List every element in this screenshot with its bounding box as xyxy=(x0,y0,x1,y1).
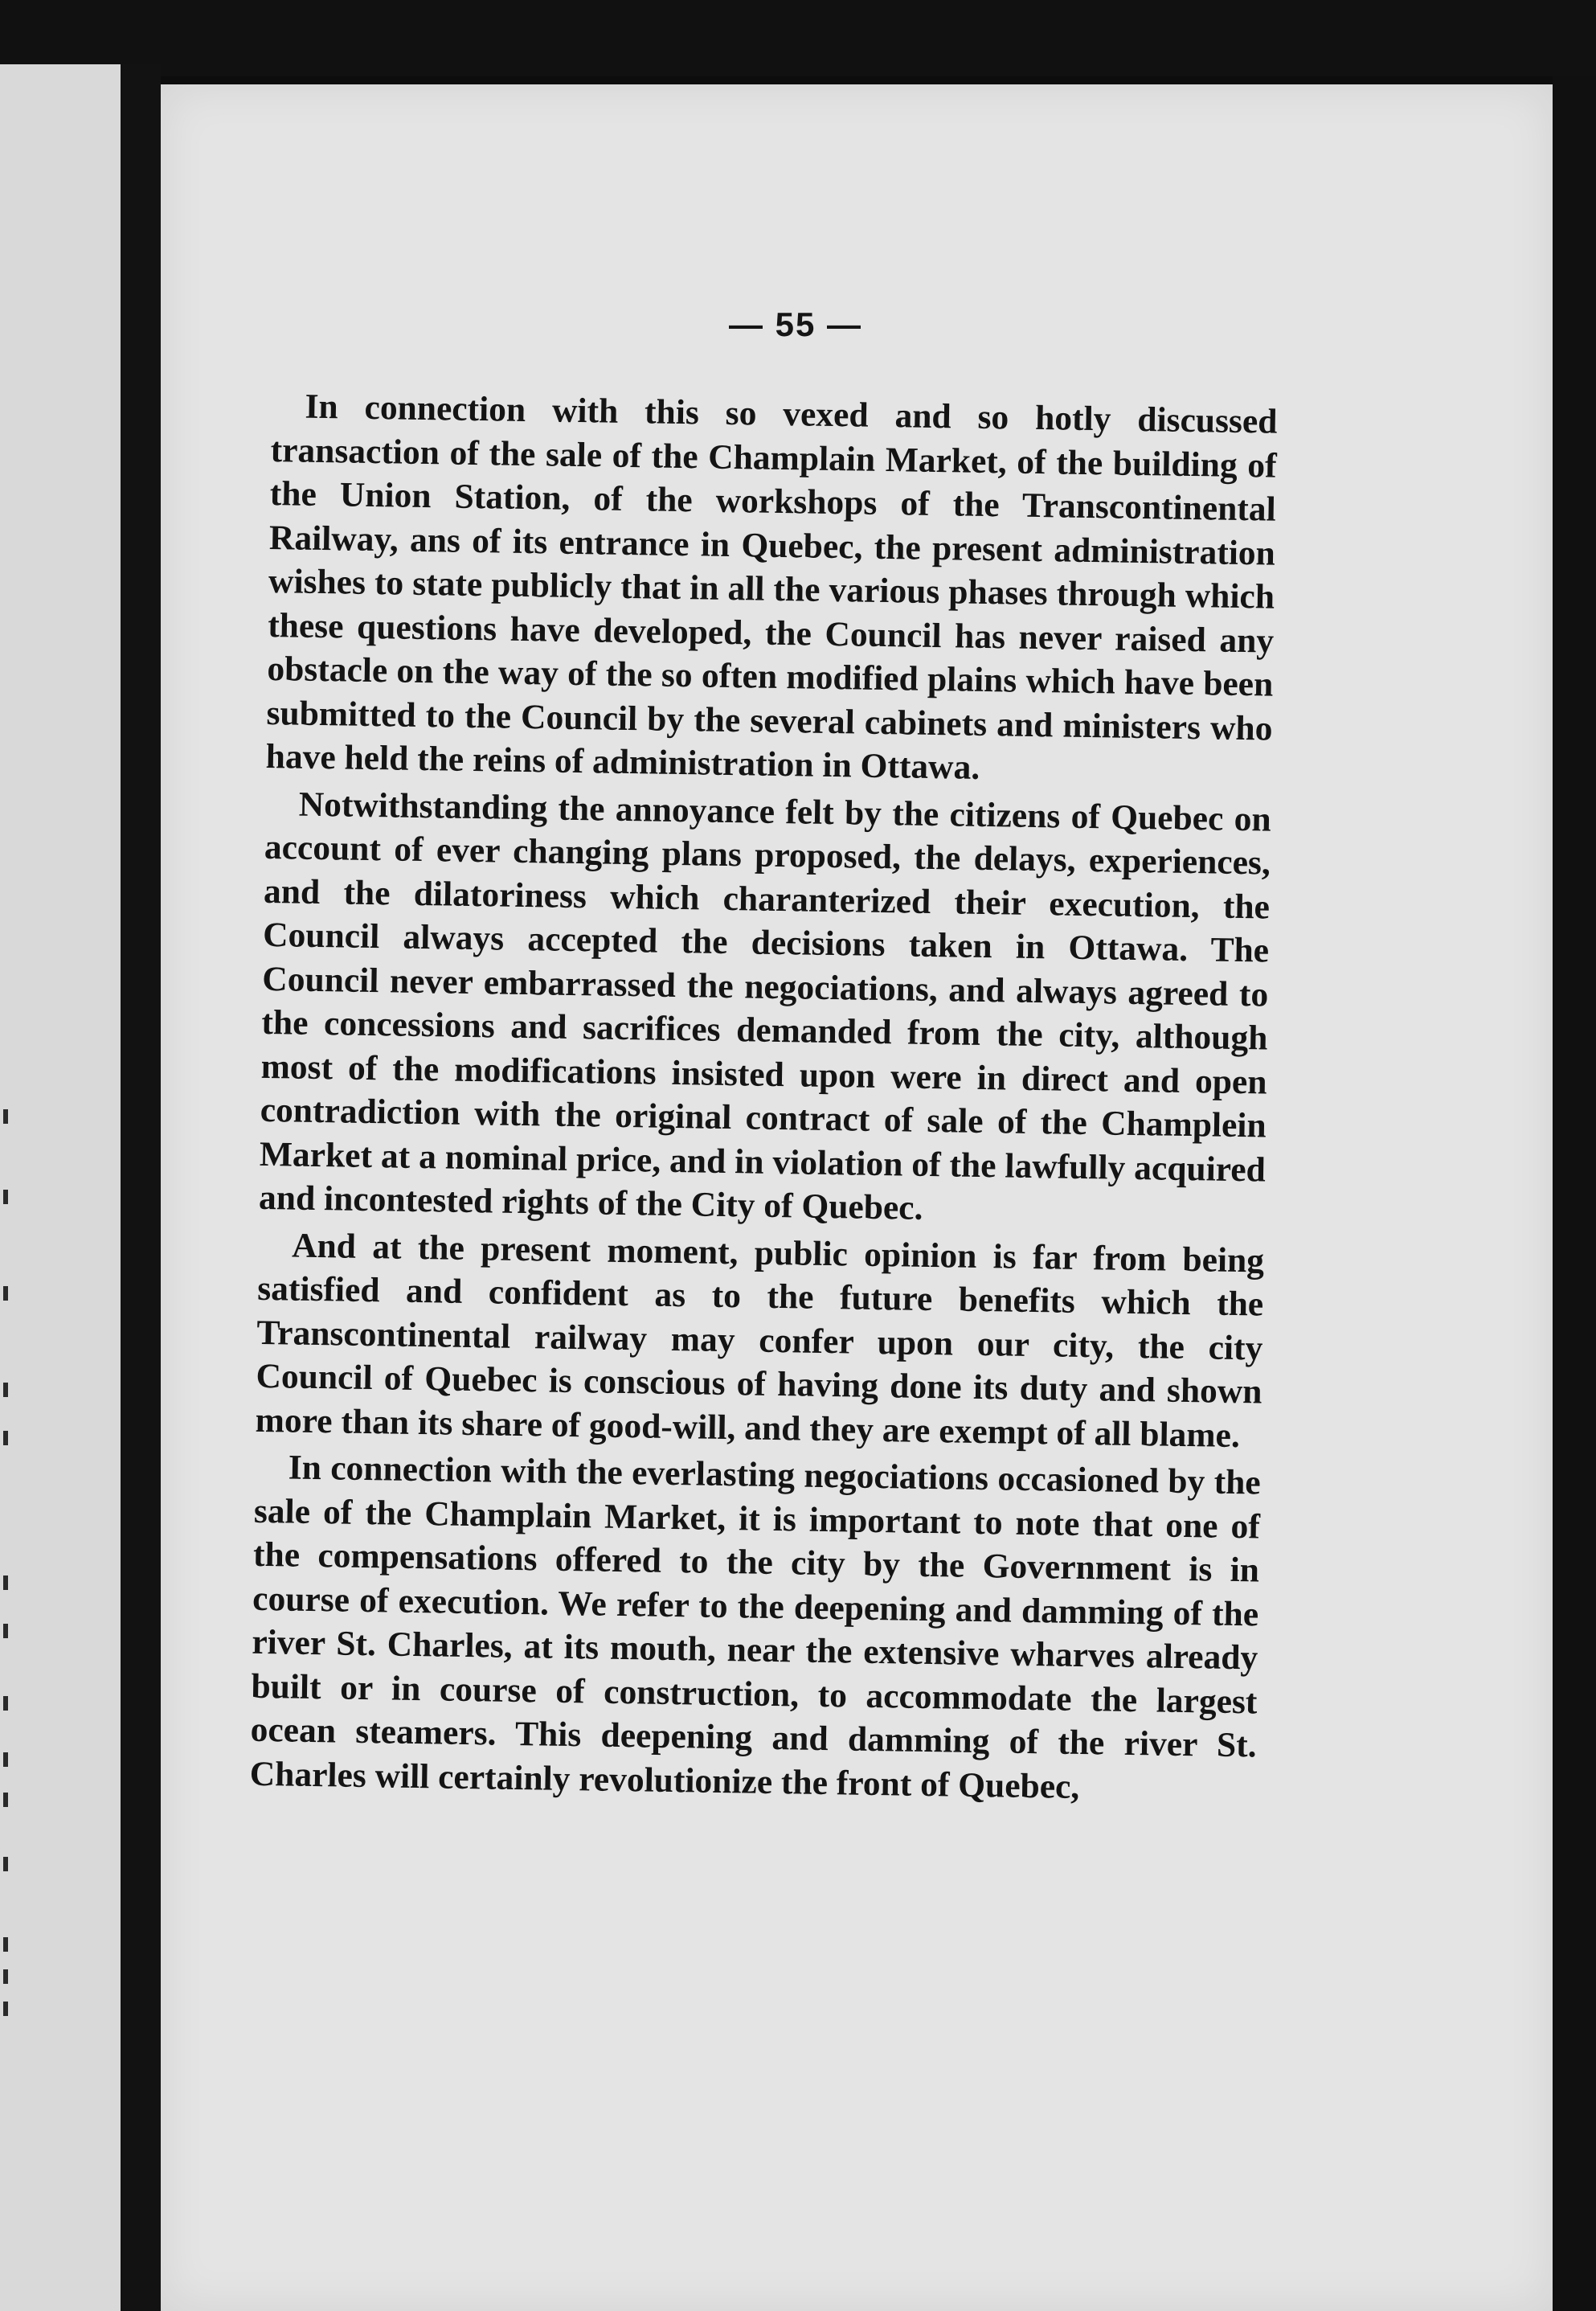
book-gutter xyxy=(121,64,161,2311)
paragraph-1: In connection with this so vexed and so hotly discussed transaction of the sale of the Champlain Market, of the building of the Union Station, of the workshops of the Transcontinental Railway, ans of its entrance in Quebec, the present administration wishes to state publicly that in all the various phases through which these questions have developed, the Council has never raised any obstacle on the way of the so often modified plains which have been submitted to the Council by the several cabinets and ministers who have held the reins of administration in Ottawa. xyxy=(265,387,1278,787)
paragraph-4: In connection with the everlasting negociations occasioned by the sale of the Champlain Market, it is important to note that one of the compensations offered to the city by the Government is in course of execution. We refer to the deepening and damming of the river St. Charles, at its mouth, near the extensive wharves already built or in course of construction, to accommodate the largest ocean steamers. This deepening and damming of the river St. Charles will certainly revolutionize the front of Quebec, xyxy=(249,1448,1262,1806)
facing-page-text-fragments xyxy=(0,64,121,2311)
page-number: — 55 — xyxy=(728,305,863,343)
paragraph-2: Notwithstanding the annoyance felt by the citizens of Quebec on account of ever changing plans proposed, the delays, experiences, and the dilatoriness which charanterized their execution, the Council always accepted the decisions taken in Ottawa. The Council never embarrassed the negociations, and always agreed to the concessions and sacrifices demanded from the city, although most of the modifications insisted upon were in direct and open contradiction with the original contract of sale of the Champlein Market at a nominal price, and in violation of the lawfully acquired and incontested rights of the City of Quebec. xyxy=(258,785,1272,1227)
scan-border-top xyxy=(0,0,1596,76)
scan-border-right xyxy=(1553,76,1596,2311)
paragraph-3: And at the present moment, public opinion is far from being satisfied and confident as to the future benefits which the Transcontinental railway may confer upon our city, the city Council of Quebec is conscious of having done its duty and shown more than its share of good-will, and they are exempt of all blame. xyxy=(255,1226,1265,1455)
body-text xyxy=(249,384,1277,1811)
